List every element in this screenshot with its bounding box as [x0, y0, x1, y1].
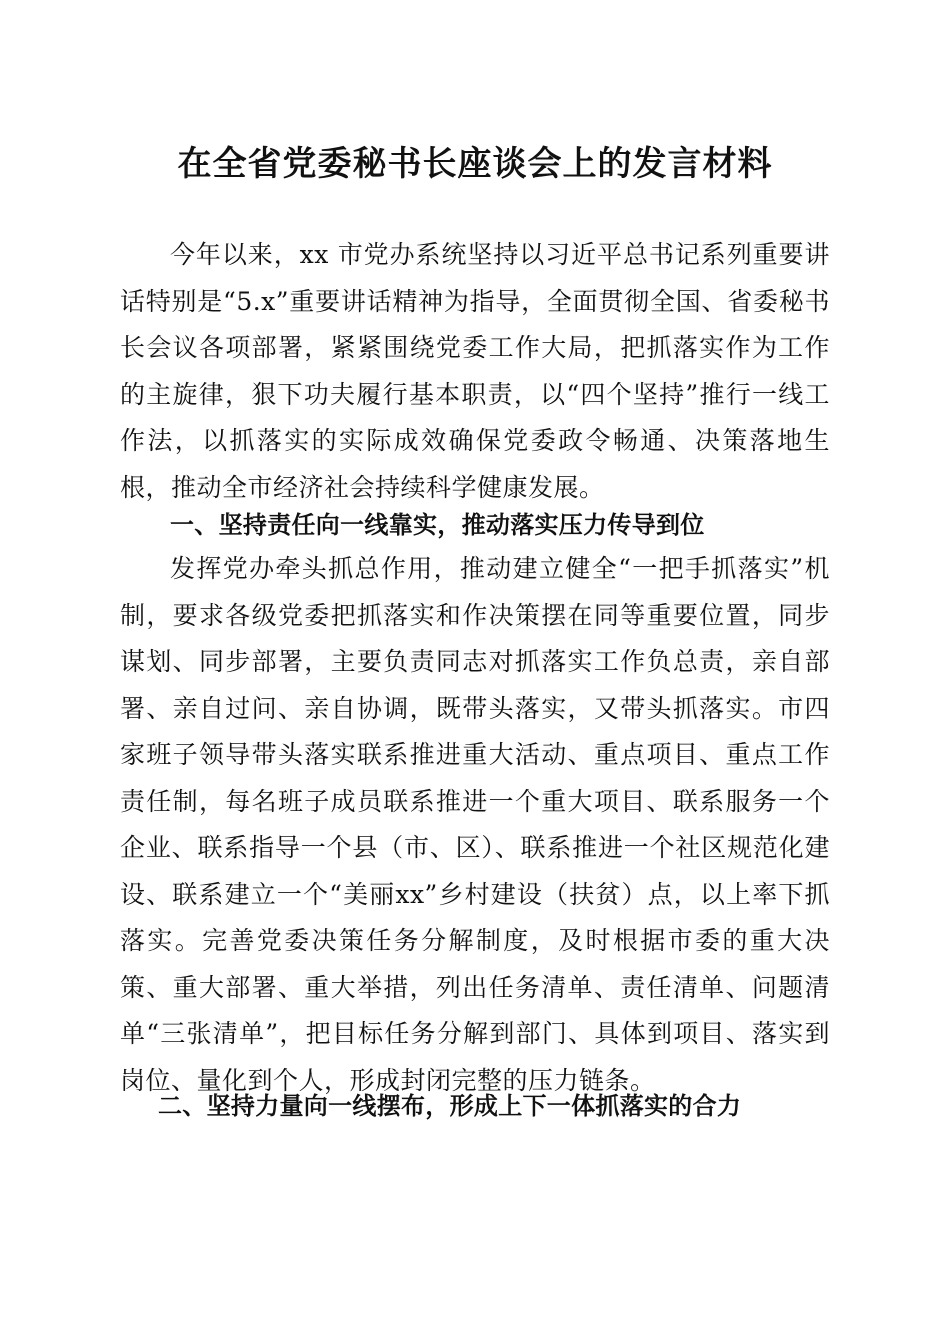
document-title: 在全省党委秘书长座谈会上的发言材料 [177, 144, 773, 184]
section-2-heading: 二、坚持力量向一线摆布，形成上下一体抓落实的合力 [158, 1092, 742, 1120]
intro-paragraph: 今年以来，xx 市党办系统坚持以习近平总书记系列重要讲话特别是“5.x”重要讲话精神为指导，全面贯彻全国、省委秘书长会议各项部署，紧紧围绕党委工作大局，把抓落实作为工作的主旋律，狠下功夫履行基本职责，以“四个坚持”推行一线工作法，以抓落实的实际成效确保党委政令畅通、决策落地生根，推动全市经济社会持续科学健康发展。 [120, 240, 830, 502]
section-1-heading: 一、坚持责任向一线靠实，推动落实压力传导到位 [170, 511, 705, 539]
section-1-paragraph: 发挥党办牵头抓总作用，推动建立健全“一把手抓落实”机制，要求各级党委把抓落实和作决策摆在同等重要位置，同步谋划、同步部署，主要负责同志对抓落实工作负总责，亲自部署、亲自过问、亲自协调，既带头落实，又带头抓落实。市四家班子领导带头落实联系推进重大活动、重点项目、重点工作责任制，每名班子成员联系推进一个重大项目、联系服务一个企业、联系指导一个县（市、区）、联系推进一个社区规范化建设、联系建立一个“美丽xx”乡村建设（扶贫）点，以上率下抓落实。完善党委决策任务分解制度，及时根据市委的重大决策、重大部署、重大举措，列出任务清单、责任清单、问题清单“三张清单”，把目标任务分解到部门、具体到项目、落实到岗位、量化到个人，形成封闭完整的压力链条。 [120, 554, 830, 1095]
